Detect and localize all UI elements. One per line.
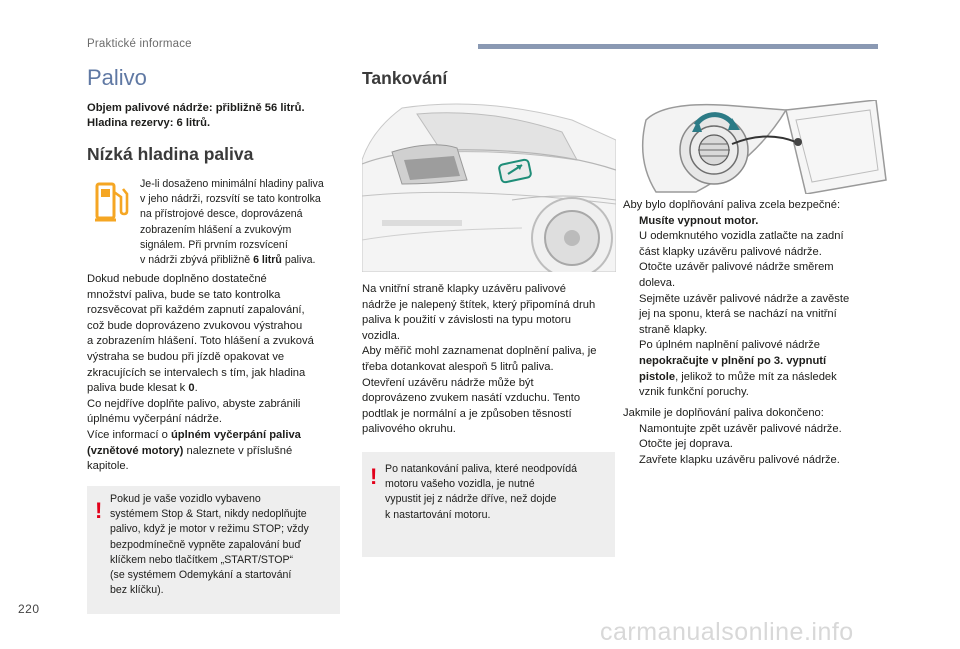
step-line: U odemknutého vozidla zatlačte na zadní: [639, 230, 844, 243]
para-bold: (vznětové motory): [87, 444, 184, 457]
step-text: Zavřete klapku uzávěru palivové nádrže.: [639, 453, 840, 466]
list-item: [623, 453, 898, 469]
step-bold: nepokračujte v plnění po 3. vypnutí: [639, 354, 827, 367]
para-line: a zobrazením hlášení. Toto hlášení a zvuková: [87, 335, 314, 348]
refuelling-heading: Tankování: [362, 68, 448, 88]
note-line: zobrazením hlášení a zvukovým: [140, 223, 292, 236]
step-text: , jelikož to může mít za následek: [675, 370, 837, 383]
list-item: [623, 437, 898, 453]
step-line: vznik funkční poruchy.: [639, 386, 749, 399]
wrong-fuel-warning: [362, 452, 615, 557]
icon-note: [140, 177, 345, 268]
para-line: výstraha se budou při jízdě opakovat ve: [87, 350, 285, 363]
step-line: [639, 370, 898, 386]
note-bold: 6 litrů: [253, 254, 282, 267]
list-item: [623, 260, 898, 291]
warning-line: Po natankování paliva, které neodpovídá: [385, 463, 578, 475]
step-line: jej na sponu, která se nachází na vnitřní: [639, 308, 837, 321]
low-fuel-heading: Nízká hladina paliva: [87, 144, 254, 164]
warning-line: bez klíčku).: [110, 584, 164, 597]
intro-text: Aby bylo doplňování paliva zcela bezpečné:: [623, 199, 841, 211]
safety-procedure: [623, 198, 898, 401]
para-line: rozsvěcovat při každém zapnutí zapalování,: [87, 304, 305, 317]
warning-line: klíčkem nebo tlačítkem „START/STOP“: [110, 553, 294, 566]
warning-line: k nastartování motoru.: [385, 508, 491, 521]
stop-start-warning: [87, 486, 340, 614]
note-line: na přístrojové desce, doprovázená: [140, 208, 303, 221]
tank-capacity: Objem palivové nádrže: přibližně 56 litrů.: [87, 102, 305, 114]
para-line: zkracujících se intervalech s tím, jak hladina: [87, 366, 306, 379]
fuel-cap-illustration: [636, 100, 892, 194]
step-line: [639, 354, 898, 370]
warning-mark: !: [370, 464, 378, 489]
warning-line: systémem Stop & Start, nikdy nedoplňujte: [110, 508, 307, 521]
step-list: [623, 422, 898, 469]
step-list: [623, 214, 898, 401]
para-line: Co nejdříve doplňte palivo, abyste zabránili: [87, 397, 301, 410]
step-line: Otočte uzávěr palivové nádrže směrem: [639, 261, 834, 274]
step-bold: pistole: [639, 370, 676, 383]
text-line: doprovázeno zvukem nasátí vzduchu. Tento: [362, 392, 581, 405]
step-line: Sejměte uzávěr palivové nádrže a zavěste: [639, 292, 850, 305]
text-line: Otevření uzávěru nádrže může být: [362, 376, 534, 389]
text-line: Na vnitřní straně klapky uzávěru palivové: [362, 283, 566, 295]
warning-line: Pokud je vaše vozidlo vybaveno: [110, 493, 261, 505]
refuelling-text: [362, 282, 624, 438]
para-text: Více informací o: [87, 428, 171, 441]
list-item: [623, 422, 898, 438]
note-line: [140, 253, 345, 268]
list-item: [623, 214, 898, 230]
warning-line: vypustit jej z nádrže dříve, než dojde: [385, 493, 557, 506]
intro-text: Jakmile je doplňování paliva dokončeno:: [623, 407, 824, 419]
text-line: palivového okruhu.: [362, 423, 456, 436]
step-bold: Musíte vypnout motor.: [639, 214, 759, 227]
note-line: Je-li dosaženo minimální hladiny paliva: [140, 178, 324, 190]
para-line: což bude doprovázeno zvukovou výstrahou: [87, 319, 303, 332]
para-text: naleznete v příslušné: [183, 444, 293, 457]
para-line: [87, 381, 347, 397]
list-item: [623, 292, 898, 339]
warning-line: palivo, když je motor v režimu STOP; vždy: [110, 523, 309, 536]
para-line: [87, 428, 347, 444]
para-line: Dokud nebude doplněno dostatečné: [87, 273, 267, 285]
warning-line: bezpodmínečně vypněte zapalování buď: [110, 538, 301, 551]
after-refuelling: [623, 406, 898, 468]
low-fuel-paragraph: [87, 272, 347, 475]
text-line: paliva k použití v závislosti na typu motoru: [362, 314, 571, 327]
watermark: carmanualsonline.info: [600, 618, 854, 646]
step-text: Otočte jej doprava.: [639, 438, 733, 451]
step-line: doleva.: [639, 276, 676, 289]
page-title: Palivo: [87, 65, 147, 90]
para-bold: 0: [188, 382, 195, 395]
step-line: straně klapky.: [639, 323, 708, 336]
reserve-level: Hladina rezervy: 6 litrů.: [87, 117, 211, 129]
fuel-pump-icon: [94, 180, 130, 224]
car-rear-illustration: [362, 100, 616, 272]
para-text: .: [194, 382, 198, 395]
warning-text: [385, 462, 611, 523]
note-text: v nádrži zbývá přibližně: [140, 254, 254, 267]
text-line: podtlak je normální a je způsoben těsností: [362, 407, 572, 420]
para-line: kapitole.: [87, 460, 129, 473]
para-line: [87, 444, 347, 460]
warning-text: [110, 492, 336, 598]
warning-line: motoru vašeho vozidla, je nutné: [385, 478, 535, 491]
step-line: Po úplném naplnění palivové nádrže: [639, 339, 820, 352]
list-item: [623, 229, 898, 260]
warning-line: (se systémem Odemykání a startování: [110, 569, 292, 582]
step-text: Namontujte zpět uzávěr palivové nádrže.: [639, 422, 842, 435]
text-line: vozidla.: [362, 329, 400, 342]
note-text: paliva.: [281, 254, 316, 267]
text-line: Aby měřič mohl zaznamenat doplnění paliva, je: [362, 345, 597, 358]
para-text: paliva bude klesat k: [87, 382, 189, 395]
para-line: množství paliva, bude se tato kontrolka: [87, 288, 281, 301]
page-number: 220: [18, 602, 40, 616]
text-line: třeba dotankovat alespoň 5 litrů paliva.: [362, 360, 554, 373]
note-line: signálem. Při prvním rozsvícení: [140, 238, 288, 251]
para-bold: úplném vyčerpání paliva: [170, 428, 301, 441]
step-line: část klapky uzávěru palivové nádrže.: [639, 245, 822, 258]
warning-mark: !: [95, 498, 103, 523]
list-item: [623, 338, 898, 400]
note-line: v jeho nádrži, rozsvítí se tato kontrolka: [140, 193, 321, 206]
section-header: Praktické informace: [87, 38, 192, 50]
header-bar: [478, 44, 878, 49]
text-line: nádrže je nalepený štítek, který připomíná druh: [362, 298, 596, 311]
para-line: úplnému vyčerpání nádrže.: [87, 413, 222, 426]
